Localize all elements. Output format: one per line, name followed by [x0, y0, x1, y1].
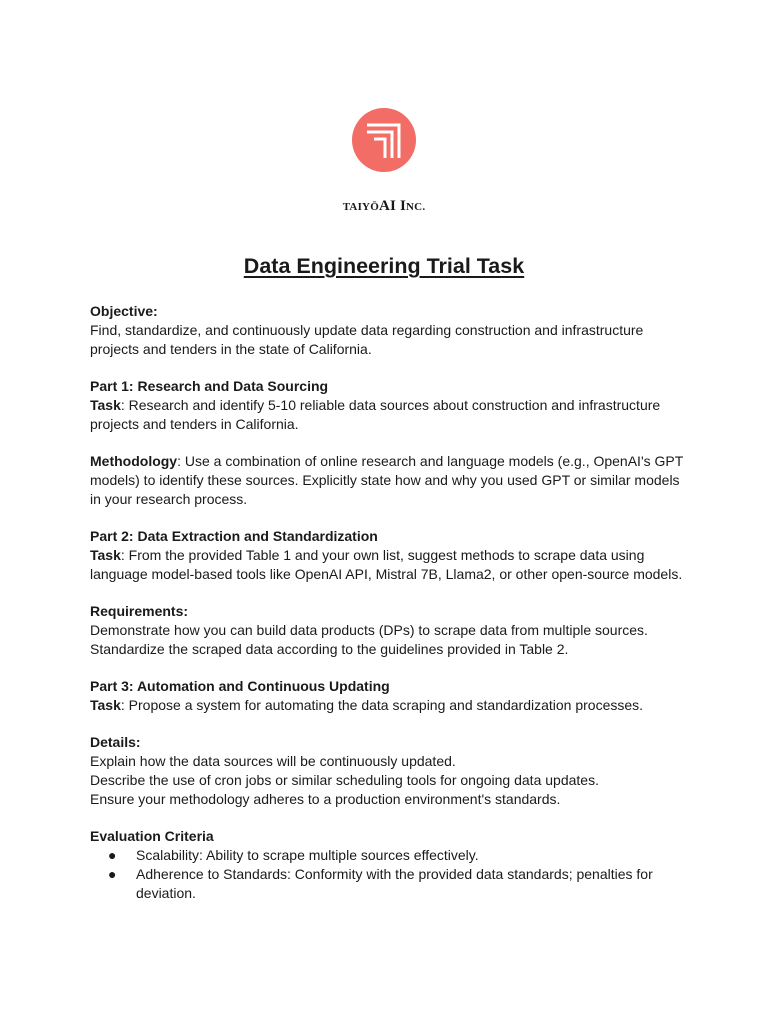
- methodology-line: models) to identify these sources. Explicitly state how and why you used GPT or similar models: [90, 472, 680, 488]
- details-line: Ensure your methodology adheres to a production environment's standards.: [90, 791, 561, 807]
- methodology-text: : Use a combination of online research and language models (e.g., OpenAI's GPT: [177, 453, 684, 469]
- bullet-icon: ●: [108, 866, 117, 882]
- list-item: [90, 846, 690, 865]
- methodology-label: Methodology: [90, 453, 178, 469]
- bullet-icon: ●: [108, 847, 117, 863]
- task-label: Task: [90, 397, 121, 413]
- list-item: [90, 865, 690, 903]
- objective-heading: Objective:: [90, 303, 158, 319]
- task-text: : Research and identify 5-10 reliable data sources about construction and infrastructure: [120, 397, 661, 413]
- objective-line: projects and tenders in the state of California.: [90, 341, 372, 357]
- task-text: : From the provided Table 1 and your own list, suggest methods to scrape data using: [120, 547, 645, 563]
- company-name-part: AI: [378, 198, 400, 214]
- company-name-part: I: [399, 198, 407, 214]
- requirements-heading: Requirements:: [90, 603, 189, 619]
- objective-line: Find, standardize, and continuously update data regarding construction and infrastructure: [90, 322, 644, 338]
- requirements-line: Demonstrate how you can build data products (DPs) to scrape data from multiple sources.: [90, 622, 648, 638]
- part2-task-section: [90, 527, 690, 584]
- details-heading: Details:: [90, 734, 141, 750]
- evaluation-criteria-list: [90, 846, 690, 903]
- details-line: Describe the use of cron jobs or similar scheduling tools for ongoing data updates.: [90, 772, 599, 788]
- part2-heading: Part 2: Data Extraction and Standardization: [90, 528, 378, 544]
- part1-task-line: [90, 396, 690, 415]
- list-item-text: deviation.: [136, 885, 196, 901]
- company-logo-icon: [352, 108, 416, 172]
- part1-task-section: [90, 377, 690, 434]
- evaluation-section: [90, 827, 690, 903]
- part2-requirements-section: [90, 602, 690, 659]
- requirements-line: Standardize the scraped data according to the guidelines provided in Table 2.: [90, 641, 569, 657]
- company-name-part: TAIYŌ: [342, 201, 379, 213]
- methodology-line: in your research process.: [90, 491, 248, 507]
- part3-task-section: [90, 677, 690, 715]
- list-item-text: Adherence to Standards: Conformity with the provided data standards; penalties for: [136, 866, 653, 882]
- methodology-line: [90, 452, 690, 471]
- details-line: Explain how the data sources will be continuously updated.: [90, 753, 456, 769]
- task-label: Task: [90, 547, 121, 563]
- objective-section: [90, 302, 690, 359]
- part1-task-line: projects and tenders in California.: [90, 416, 299, 432]
- task-label: Task: [90, 697, 121, 713]
- evaluation-heading: Evaluation Criteria: [90, 828, 214, 844]
- page-title: Data Engineering Trial Task: [243, 254, 525, 278]
- part3-task-line: [90, 696, 690, 715]
- part2-task-line: language model-based tools like OpenAI API, Mistral 7B, Llama2, or other open-source models.: [90, 566, 683, 582]
- list-item-text: Scalability: Ability to scrape multiple sources effectively.: [136, 847, 479, 863]
- task-text: : Propose a system for automating the data scraping and standardization processes.: [120, 697, 644, 713]
- part3-details-section: [90, 733, 690, 809]
- company-name-part: NC.: [406, 201, 426, 213]
- logo-mark-icon: [352, 108, 416, 172]
- company-name: [0, 198, 768, 215]
- part2-task-line: [90, 546, 690, 565]
- document-body: [90, 302, 690, 921]
- part3-heading: Part 3: Automation and Continuous Updating: [90, 678, 390, 694]
- part1-heading: Part 1: Research and Data Sourcing: [90, 378, 329, 394]
- part1-methodology-section: [90, 452, 690, 509]
